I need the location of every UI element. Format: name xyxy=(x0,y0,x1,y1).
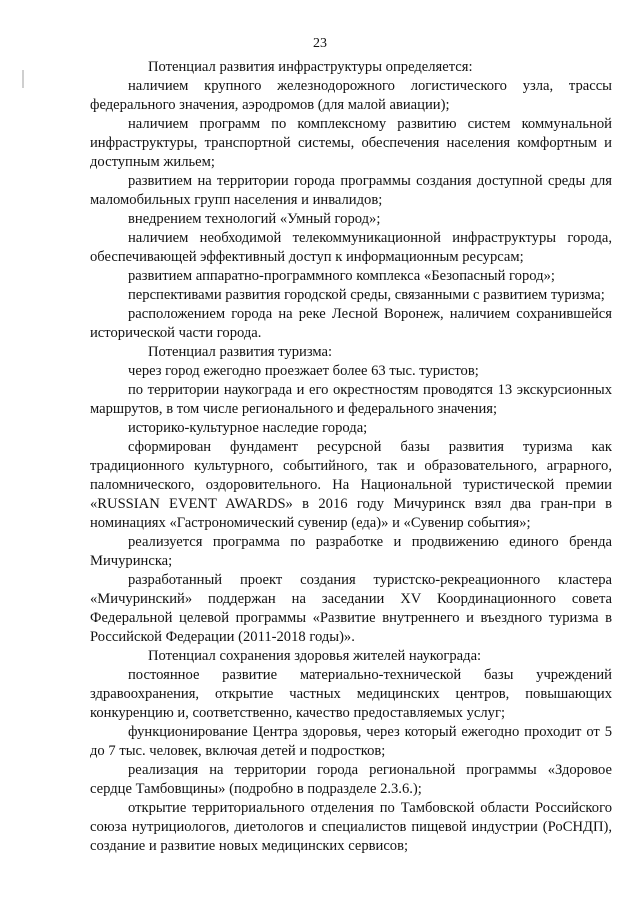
paragraph: развитием на территории города программы создания доступной среды для маломобильных групп населения и инвалидов; xyxy=(90,173,612,208)
paragraph: расположением города на реке Лесной Воронеж, наличием сохранившейся исторической части города. xyxy=(90,306,612,341)
paragraph: историко-культурное наследие города; xyxy=(128,420,368,436)
paragraph: развитием аппаратно-программного комплекса «Безопасный город»; xyxy=(128,268,555,284)
paragraph: реализация на территории города региональной программы «Здоровое сердце Тамбовщины» (подробно в подразделе 2.3.6.); xyxy=(90,762,612,797)
paragraph: наличием необходимой телекоммуникационной инфраструктуры города, обеспечивающей эффективный доступ к информационным ресурсам; xyxy=(90,230,612,265)
scan-margin-mark xyxy=(22,70,24,88)
paragraph: постоянное развитие материально-технической базы учреждений здравоохранения, открытие частных медицинских центров, повышающих конкуренцию и, соответственно, качество предоставляемых услуг; xyxy=(90,667,612,721)
paragraph: сформирован фундамент ресурсной базы развития туризма как традиционного культурного, событийного, так и образовательного, аграрного, паломнического, оздоровительного. На Национальной туристической премии «RUSSIAN EVENT AWARDS» в 2016 году Мичуринск взял два гран-при в номинациях «Гастрономический сувенир (еда)» и «Сувенир события»; xyxy=(90,439,612,531)
paragraph: реализуется программа по разработке и продвижению единого бренда Мичуринска; xyxy=(90,534,612,569)
paragraph: наличием крупного железнодорожного логистического узла, трассы федерального значения, аэродромов (для малой авиации); xyxy=(90,78,612,113)
paragraph: внедрением технологий «Умный город»; xyxy=(128,211,381,227)
paragraph: разработанный проект создания туристско-рекреационного кластера «Мичуринский» поддержан на заседании XV Координационного совета Федеральной целевой программы «Развитие внутреннего и въездного туризма в Российской Федерации (2011-2018 годы)». xyxy=(90,572,612,645)
paragraph: по территории наукограда и его окрестностям проводятся 13 экскурсионных маршрутов, в том числе регионального и федерального значения; xyxy=(90,382,612,417)
paragraph: через город ежегодно проезжает более 63 тыс. туристов; xyxy=(128,363,479,379)
paragraph: открытие территориального отделения по Тамбовской области Российского союза нутрициологов, диетологов и специалистов пищевой индустрии (РоСНДП), создание и развитие новых медицинских сервисов; xyxy=(90,800,612,854)
page-number: 23 xyxy=(313,36,327,51)
section-heading-health: Потенциал сохранения здоровья жителей наукограда: xyxy=(148,648,482,664)
paragraph: перспективами развития городской среды, связанными с развитием туризма; xyxy=(128,287,605,303)
body-text xyxy=(90,58,612,856)
paragraph: функционирование Центра здоровья, через который ежегодно проходит от 5 до 7 тыс. человек, включая детей и подростков; xyxy=(90,724,612,759)
section-heading-infrastructure: Потенциал развития инфраструктуры определяется: xyxy=(148,59,473,75)
paragraph: наличием программ по комплексному развитию систем коммунальной инфраструктуры, транспортной системы, обеспечения населения комфортным и доступным жильем; xyxy=(90,116,612,170)
section-heading-tourism: Потенциал развития туризма: xyxy=(148,344,333,360)
